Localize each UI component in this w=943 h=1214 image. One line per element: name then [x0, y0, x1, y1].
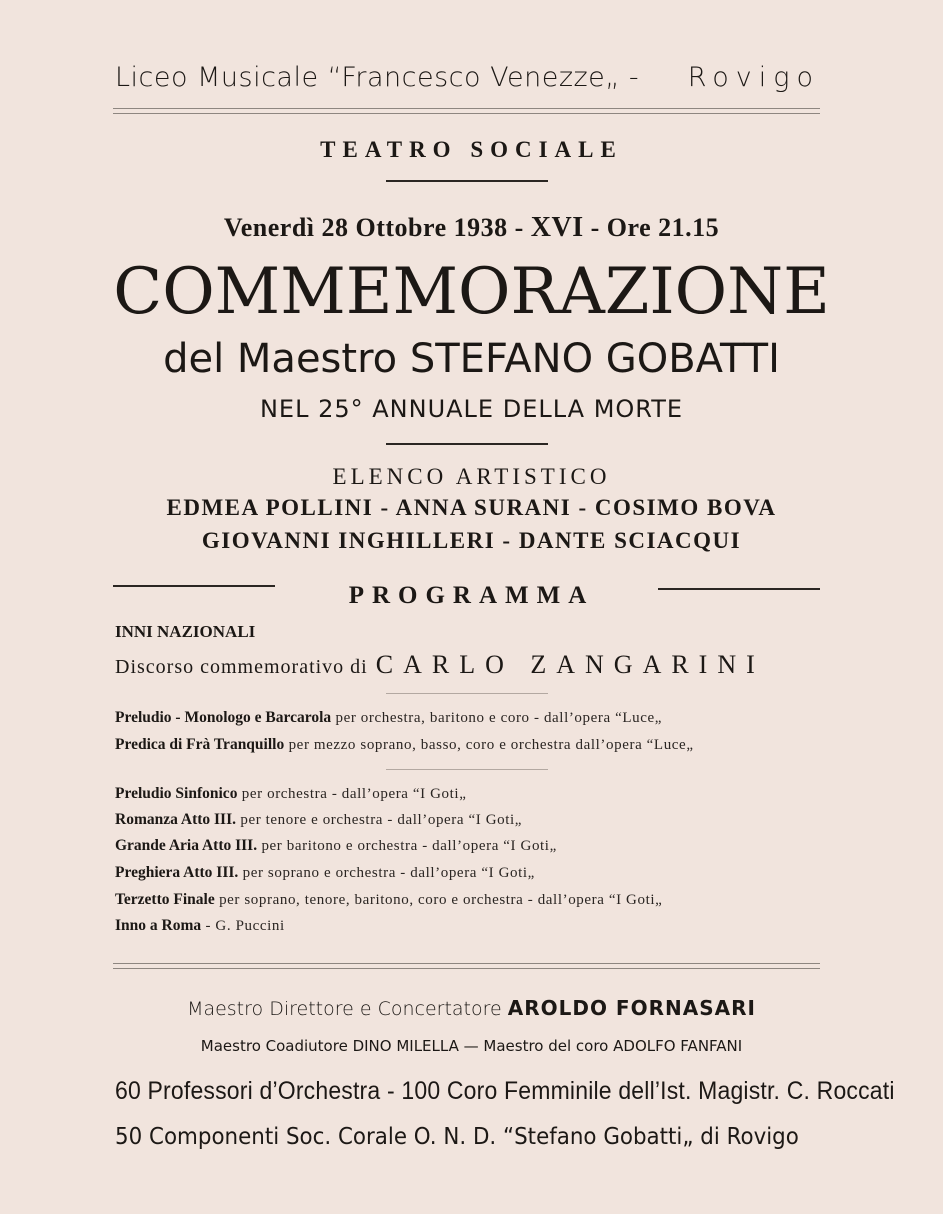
conductor-line	[0, 996, 943, 1020]
programme-item	[115, 837, 557, 855]
piece-detail: - G. Puccini	[201, 918, 285, 934]
event-date-line	[0, 212, 943, 244]
piece-detail: per orchestra, baritono e coro - dall’opera “Luce„	[331, 710, 662, 726]
header-double-rule	[113, 108, 820, 114]
piece-title: Preludio Sinfonico	[115, 785, 238, 802]
programme-item	[115, 891, 662, 909]
programme-item	[115, 917, 285, 935]
divider-group1	[386, 693, 548, 694]
divider-group2	[386, 769, 548, 770]
honoree-line	[0, 336, 943, 382]
honoree-name: STEFANO GOBATTI	[409, 336, 780, 382]
divider-venue	[386, 180, 548, 182]
cast-line-2: GIOVANNI INGHILLERI - DANTE SCIACQUI	[201, 528, 742, 553]
speech-speaker: CARLO ZANGARINI	[375, 650, 765, 679]
piece-detail: per soprano, tenore, baritono, coro e orchestra - dall’opera “I Goti„	[214, 892, 663, 908]
programme-item	[115, 709, 662, 727]
occasion-line: NEL 25° ANNUALE DELLA MORTE	[259, 395, 684, 423]
ensemble-line-1: 60 Professori d’Orchestra - 100 Coro Femminile dell’Ist. Magistr. C. Roccati	[115, 1077, 895, 1105]
piece-detail: per baritono e orchestra - dall’opera “I Goti„	[257, 838, 557, 854]
speech-line	[115, 650, 820, 680]
piece-detail: per tenore e orchestra - dall’opera “I Goti„	[236, 812, 523, 828]
institution-city: Rovigo	[687, 62, 820, 93]
piece-detail: per soprano e orchestra - dall’opera “I Goti„	[238, 865, 535, 881]
honoree-prefix: del Maestro	[163, 336, 410, 382]
header-institution-line	[115, 62, 820, 93]
piece-detail: per mezzo soprano, basso, coro e orchestra dall’opera “Luce„	[284, 737, 694, 753]
piece-title: Preghiera Atto III.	[115, 864, 239, 881]
divider-programma-right	[658, 588, 820, 590]
cast-heading: ELENCO ARTISTICO	[332, 464, 611, 489]
conductor-name: AROLDO FORNASARI	[507, 996, 756, 1020]
divider-occasion	[386, 443, 548, 445]
date-separator: -	[507, 213, 531, 242]
programme-item	[115, 736, 694, 754]
main-title: COMMEMORAZIONE	[113, 255, 830, 329]
speech-label: Discorso commemorativo di	[115, 656, 368, 678]
event-date: Venerdì 28 Ottobre 1938	[223, 213, 508, 242]
programme-item	[115, 811, 522, 829]
piece-detail: per orchestra - dall’opera “I Goti„	[237, 786, 467, 802]
programme-heading: PROGRAMMA	[348, 582, 595, 609]
credits-double-rule	[113, 963, 820, 969]
cast-line-1: EDMEA POLLINI - ANNA SURANI - COSIMO BOVA	[166, 495, 777, 520]
programme-item	[115, 864, 535, 882]
fascist-era-year: XVI	[530, 212, 584, 243]
assistants-line: Maestro Coadiutore DINO MILELLA — Maestro del coro ADOLFO FANFANI	[200, 1037, 743, 1055]
piece-title: Terzetto Finale	[115, 891, 215, 908]
institution-name: Liceo Musicale “Francesco Venezze„ -	[115, 62, 640, 93]
date-separator: -	[583, 213, 607, 242]
programme-item	[115, 785, 466, 803]
piece-title: Inno a Roma	[115, 917, 202, 934]
programme-opening: INNI NAZIONALI	[115, 622, 256, 641]
event-time: Ore 21.15	[606, 213, 720, 242]
piece-title: Preludio - Monologo e Barcarola	[115, 709, 332, 726]
piece-title: Grande Aria Atto III.	[115, 837, 258, 854]
ensemble-line-2: 50 Componenti Soc. Corale O. N. D. “Stefano Gobatti„ di Rovigo	[115, 1124, 799, 1150]
piece-title: Romanza Atto III.	[115, 811, 236, 828]
conductor-label: Maestro Direttore e Concertatore	[187, 998, 508, 1020]
piece-title: Predica di Frà Tranquillo	[115, 736, 285, 753]
venue-title: TEATRO SOCIALE	[320, 137, 623, 162]
